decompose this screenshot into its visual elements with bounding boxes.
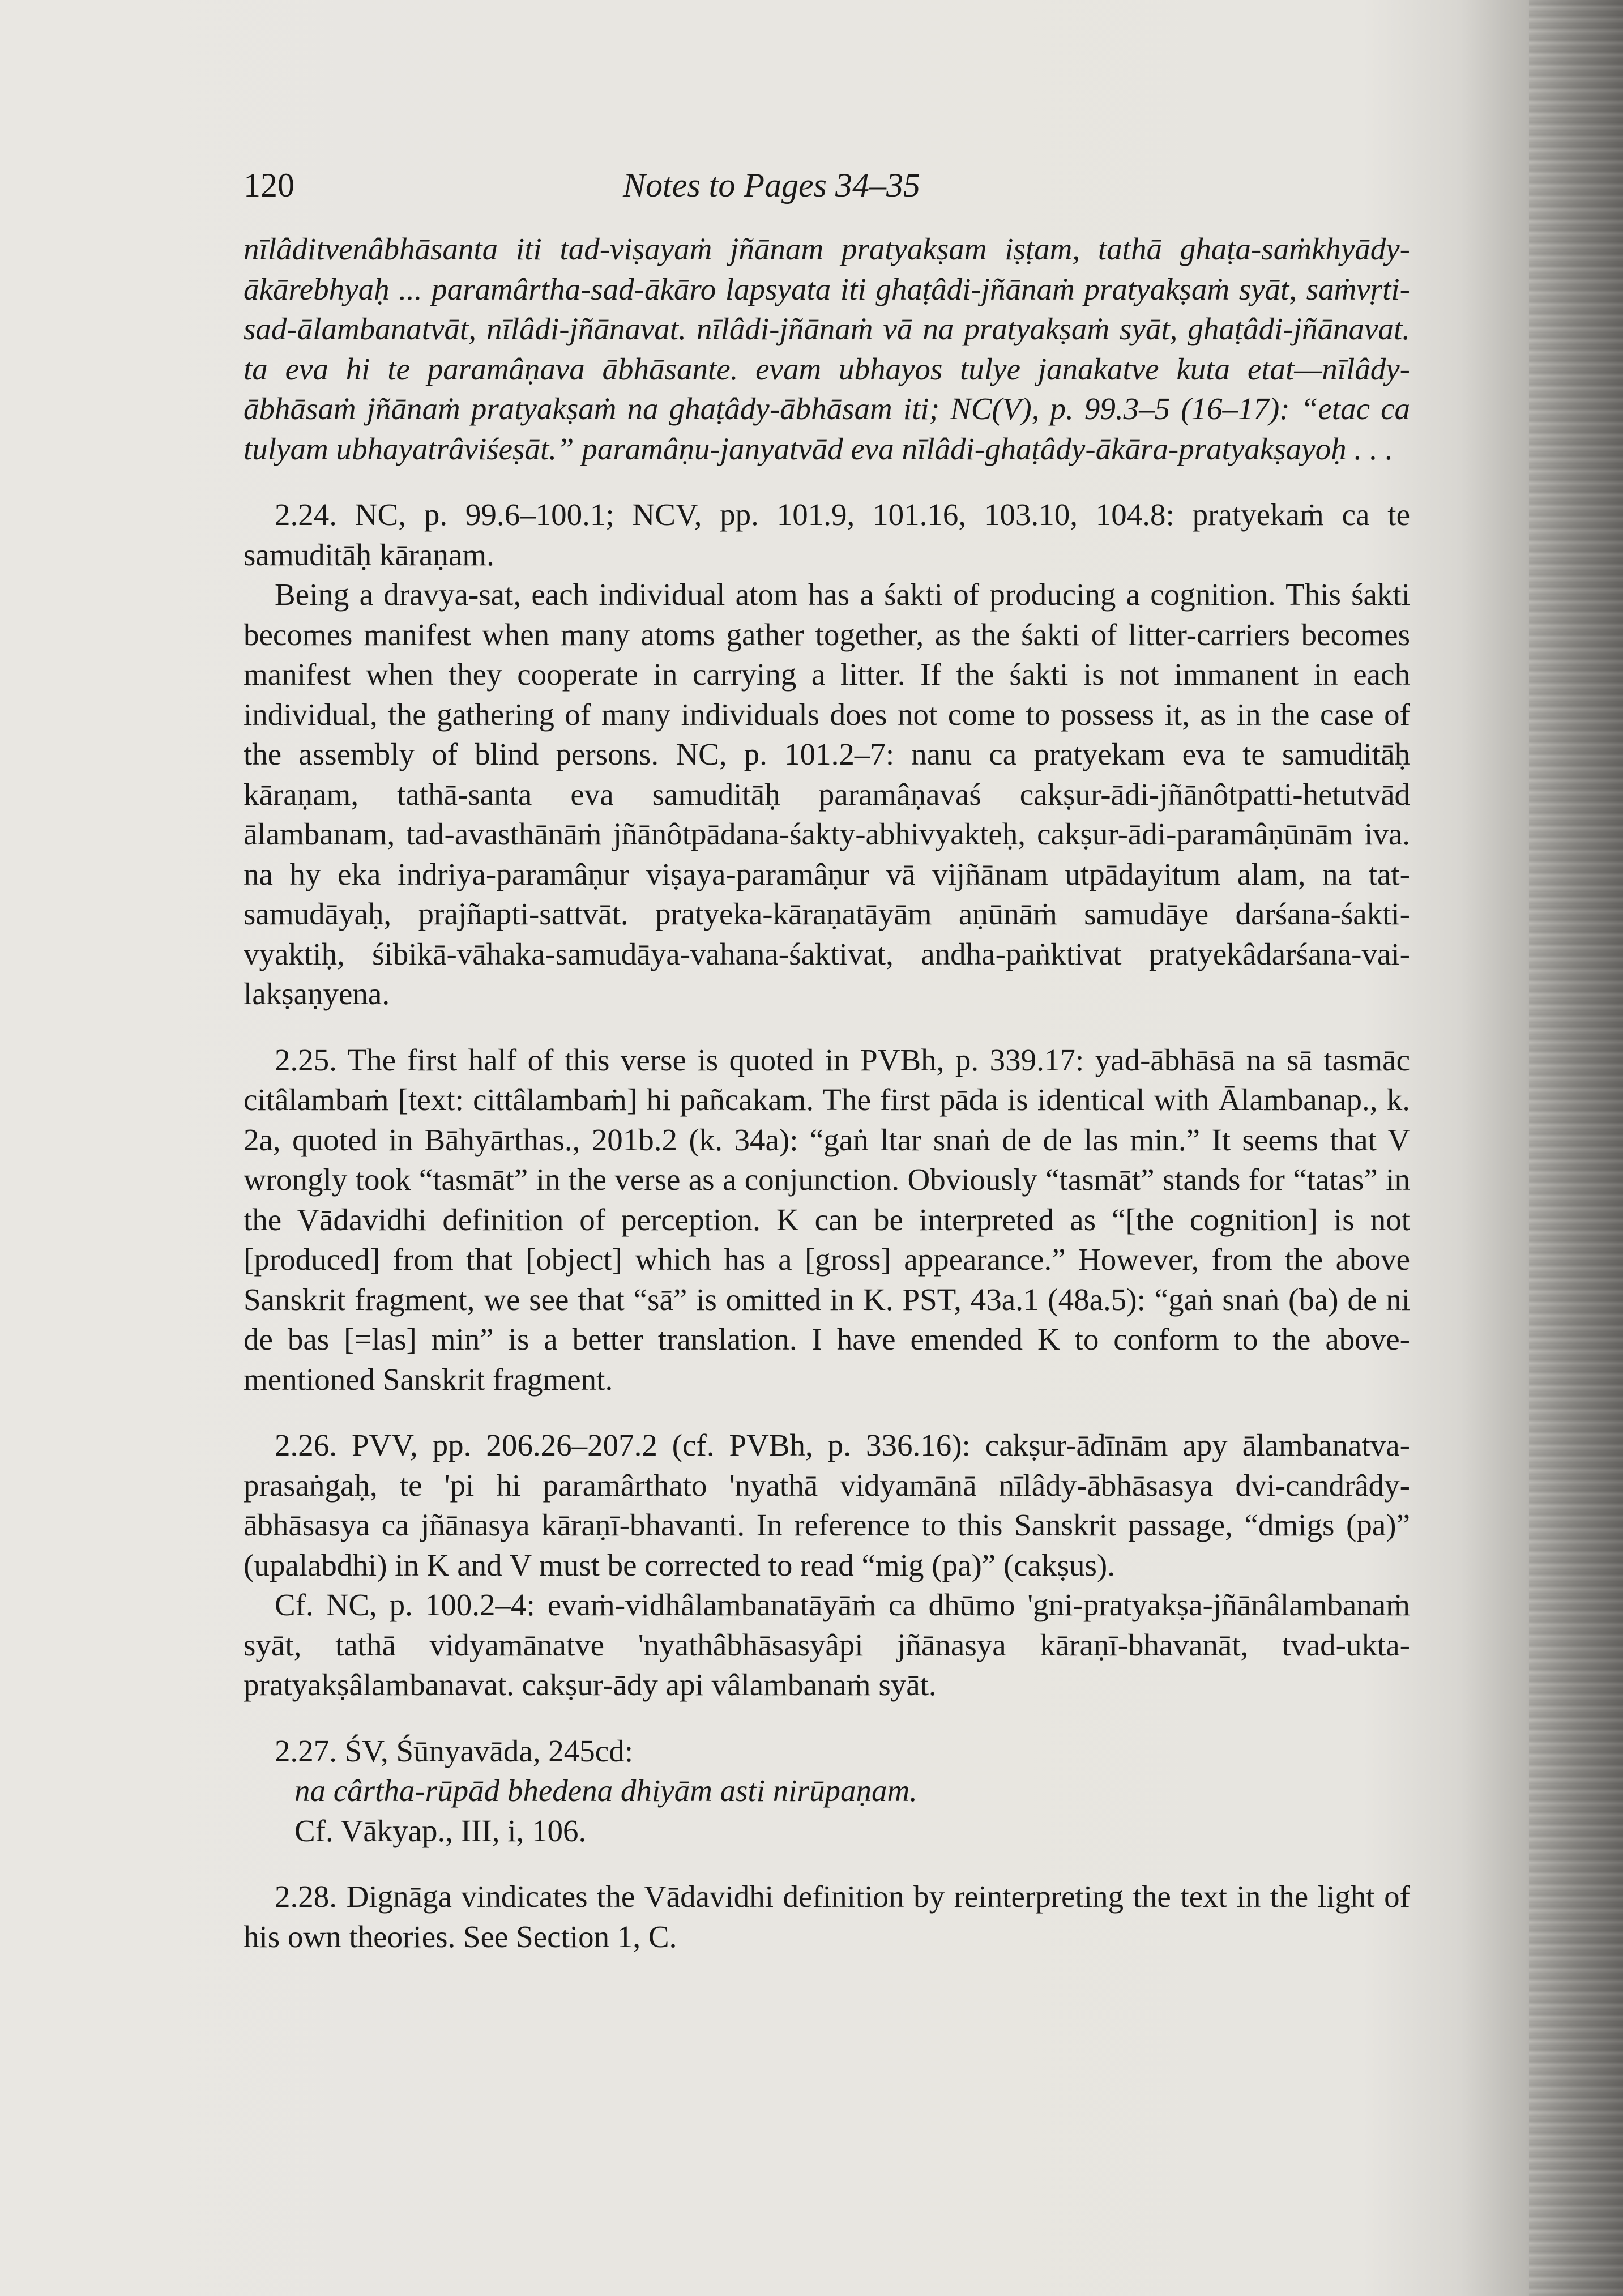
verse-text: na cârtha-rūpād bhedena dhiyām asti nirūpaṇam.	[294, 1773, 917, 1808]
note-2-26: 2.26. PVV, pp. 206.26–207.2 (cf. PVBh, p. 336.16): cakṣur-ādīnām apy ālambanatva-prasaṅgaḥ, te 'pi hi paramârthato 'nyathā vidyamānā nīlâdy-ābhāsasya dvi-candrâdy-ābhāsasya ca jñānasya kāraṇī-bhavanti. In reference to this Sanskrit passage, “dmigs (pa)” (upalabdhi) in K and V must be corrected to read “mig (pa)” (cakṣus).	[244, 1428, 1410, 1582]
running-title: Notes to Pages 34–35	[623, 167, 920, 204]
sanskrit-quotation: nīlâditvenâbhāsanta iti tad-viṣayaṁ jñānam pratyakṣam iṣṭam, tathā ghaṭa-saṁkhyādy-ākārebhyaḥ ... paramârtha-sad-ākāro lapsyata iti ghaṭâdi-jñānaṁ pratyakṣaṁ syāt, saṁvṛti-sad-ālambanatvāt, nīlâdi-jñānavat. nīlâdi-jñānaṁ vā na pratyakṣaṁ syāt, ghaṭâdi-jñānavat. ta eva hi te paramâṇava ābhāsante. evam ubhayos tulye janakatve kuta etat—nīlâdy-ābhāsaṁ jñānaṁ pratyakṣaṁ na ghaṭâdy-ābhāsam iti; NC(V), p. 99.3–5 (16–17): “etac ca tulyam ubhayatrâviśeṣāt.” paramâṇu-janyatvād eva nīlâdi-ghaṭâdy-ākāra-pratyakṣayoḥ . . .	[244, 232, 1410, 466]
page-edge-shadow	[1529, 0, 1623, 2296]
note-2-24: 2.24. NC, p. 99.6–100.1; NCV, pp. 101.9, 101.16, 103.10, 104.8: pratyekaṁ ca te samuditāḥ kāraṇam.	[244, 497, 1410, 572]
note-2-27: 2.27. ŚV, Śūnyavāda, 245cd:	[275, 1733, 633, 1768]
note-continuation-sanskrit	[244, 229, 1410, 469]
notes-body	[244, 229, 1410, 1957]
note-2-25: 2.25. The first half of this verse is quoted in PVBh, p. 339.17: yad-ābhāsā na sā tasmāc citâlambaṁ [text: cittâlambaṁ] hi pañcakam. The first pāda is identical with Ālambanap., k. 2a, quoted in Bāhyārthas., 201b.2 (k. 34a): “gaṅ ltar snaṅ de de las min.” It seems that V wrongly took “tasmāt” in the verse as a conjunction. Obviously “tasmāt” stands for “tatas” in the Vādavidhi definition of perception. K can be interpreted as “[the cognition] is not [produced] from that [object] which has a [gross] appearance.” However, from the above Sanskrit fragment, we see that “sā” is omitted in K. PST, 43a.1 (48a.5): “gaṅ snaṅ (ba) de ni de bas [=las] min” is a better translation. I have emended K to conform to the above-mentioned Sanskrit fragment.	[244, 1042, 1410, 1397]
page-number: 120	[244, 167, 294, 204]
note-2-27-verse	[244, 1771, 1410, 1811]
page-header	[244, 165, 1410, 205]
note-2-28: 2.28. Dignāga vindicates the Vādavidhi definition by reinterpreting the text in the light of his own theories. See Section 1, C.	[244, 1879, 1410, 1954]
note-2-26-cf: Cf. NC, p. 100.2–4: evaṁ-vidhâlambanatāyāṁ ca dhūmo 'gni-pratyakṣa-jñānâlambanaṁ syāt, tathā vidyamānatve 'nyathâbhāsasyâpi jñānasya kāraṇī-bhavanāt, tvad-ukta-pratyakṣâlambanavat. cakṣur-ādy api vâlambanaṁ syāt.	[244, 1587, 1410, 1702]
note-2-24-discussion: Being a dravya-sat, each individual atom has a śakti of producing a cognition. This śakti becomes manifest when many atoms gather together, as the śakti of litter-carriers becomes manifest when they cooperate in carrying a litter. If the śakti is not immanent in each individual, the gathering of many individuals does not come to possess it, as in the case of the assembly of blind persons. NC, p. 101.2–7: nanu ca pratyekam eva te samuditāḥ kāraṇam, tathā-santa eva samuditāḥ paramâṇavaś cakṣur-ādi-jñānôtpatti-hetutvād ālambanam, tad-avasthānāṁ jñānôtpādana-śakty-abhivyakteḥ, cakṣur-ādi-paramâṇūnām iva. na hy eka indriya-paramâṇur viṣaya-paramâṇur vā vijñānam utpādayitum alam, na tat-samudāyaḥ, prajñapti-sattvāt. pratyeka-kāraṇatāyām aṇūnāṁ samudāye darśana-śakti-vyaktiḥ, śibikā-vāhaka-samudāya-vahana-śaktivat, andha-paṅktivat pratyekâdarśana-vai-lakṣaṇyena.	[244, 577, 1410, 1011]
note-2-27-cf: Cf. Vākyap., III, i, 106.	[294, 1813, 587, 1848]
